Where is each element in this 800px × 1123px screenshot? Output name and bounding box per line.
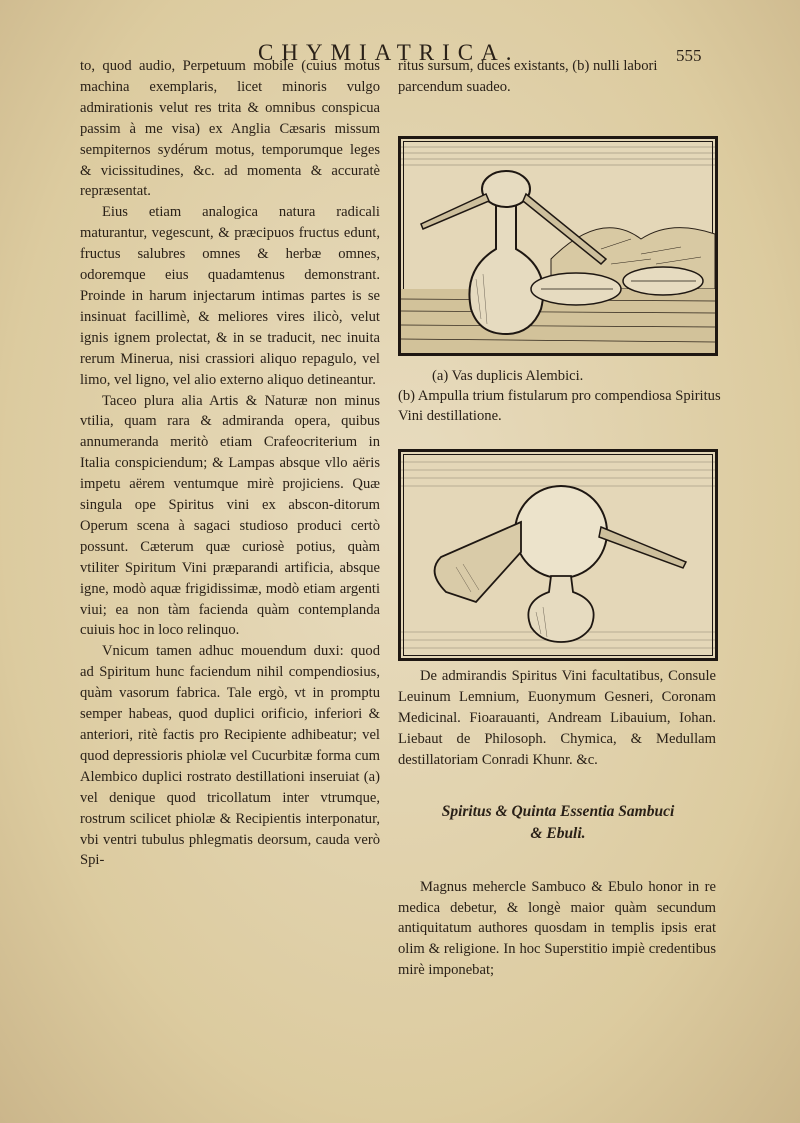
figure-captions (398, 366, 724, 426)
paragraph-continuation: ritus sursum, duces existants, (b) nulli labori parcendum suadeo. (398, 58, 658, 95)
figure-ampulla (398, 449, 718, 661)
ampulla-illustration (401, 452, 715, 658)
section-heading-line1: Spiritus & Quinta Essentia Sambuci (441, 803, 675, 820)
caption-a: (a) Vas duplicis Alembici. (432, 368, 584, 384)
section-heading (398, 801, 718, 845)
paragraph-vnicum: Vnicum tamen adhuc mouendum duxi: quod ad Spiritum hunc faciendum nihil compendiosius, quàm vasorum fabrica. Tale ergò, vt in promptu semper habeas, quod duplici orificio, inferiori & anteriori, ritè factis pro Recipiente adhibeatur; vel quod depressioris phiolæ vel Cucurbitæ forma cum Alembico duplici rostrato destillationi inseruiat (a) vel denique quod tricollatum inter vtrumque, rostrum scilicet phiolæ & Recipientis interponatur, vbi ventri tubulus phlegmatis deorsum, cauda verò Spi- (80, 643, 380, 869)
section-heading-line2: & Ebuli. (530, 825, 586, 842)
figure-alembic (398, 136, 718, 356)
closing-paragraph (398, 862, 716, 996)
references-text: De admirandis Spiritus Vini facultatibus, Consule Leuinum Lemnium, Euonymum Gesneri, Coronam Medicinal. Fioarauanti, Andream Libauium, Iohan. Liebaut de Philosoph. Chymica, & Medullam destillatoriam Conradi Khunr. &c. (398, 668, 716, 768)
left-column (80, 56, 380, 871)
page-number: 555 (676, 46, 702, 65)
alembic-illustration (401, 139, 715, 353)
running-head: CHYMIATRICA. (258, 40, 520, 65)
paragraph-taceo: Taceo plura alia Artis & Naturæ non minus vtilia, quam rara & admiranda opera, quibus annumeranda meritò etiam Crafeocriterium in Italia conspiciendum; & Lampas absque vllo aëris impetu aërem ventumque mirè projiciens. Quæ singula ope Spiritus vini ex abscon-ditorum Operum scena à sagaci studioso produci certò possunt. Cæterum quæ curiosè potius, quàm vtiliter Spiritum Vini præparandi artificia, absque igne, modò aquæ frigidissimæ, modò etiam argenti viui; ea non tàm facienda quàm contemplanda cuiuis hoc in loco relinquo. (80, 392, 380, 639)
references-paragraph (398, 666, 716, 771)
closing-text: Magnus mehercle Sambuco & Ebulo honor in re medica debetur, & longè maior quàm secundum antiquitatum authores quosdam in templis ipsis erat olim & religione. In hoc Superstitio impiè credentibus mirè imponebat; (398, 878, 716, 979)
paragraph-perpetuum-mobile: to, quod audio, Perpetuum mobile (cuius motus machina exemplaris, licet minoris vulgo admirationis velut res trita & omnibus conspicua passim à me visa) ex Anglia Cæsaris missum sempiternos sydérum motus, temporumque leges & vicissitudines, &c. ad momenta & accuratè repræsentat. (80, 58, 380, 200)
right-column-top (398, 56, 718, 98)
caption-b: (b) Ampulla trium fistularum pro compendiosa Spiritus Vini destillatione. (398, 388, 721, 424)
paragraph-natura: Eius etiam analogica natura radicali maturantur, vegescunt, & præcipuos fructus edunt, fructus salubres omnes & herbæ omnes, odoremque eius quadamtenus demonstrant. Proinde in harum injectarum intimas partes is se insinuat facillimè, & meliores vires ilicò, velut ignis ignem prolectat, & in se traducit, nec inuita rerum Minerua, nisi crassiori aliquo repagulo, vel limo, vel ligno, vel alio externo aliquo detineantur. (80, 204, 380, 388)
